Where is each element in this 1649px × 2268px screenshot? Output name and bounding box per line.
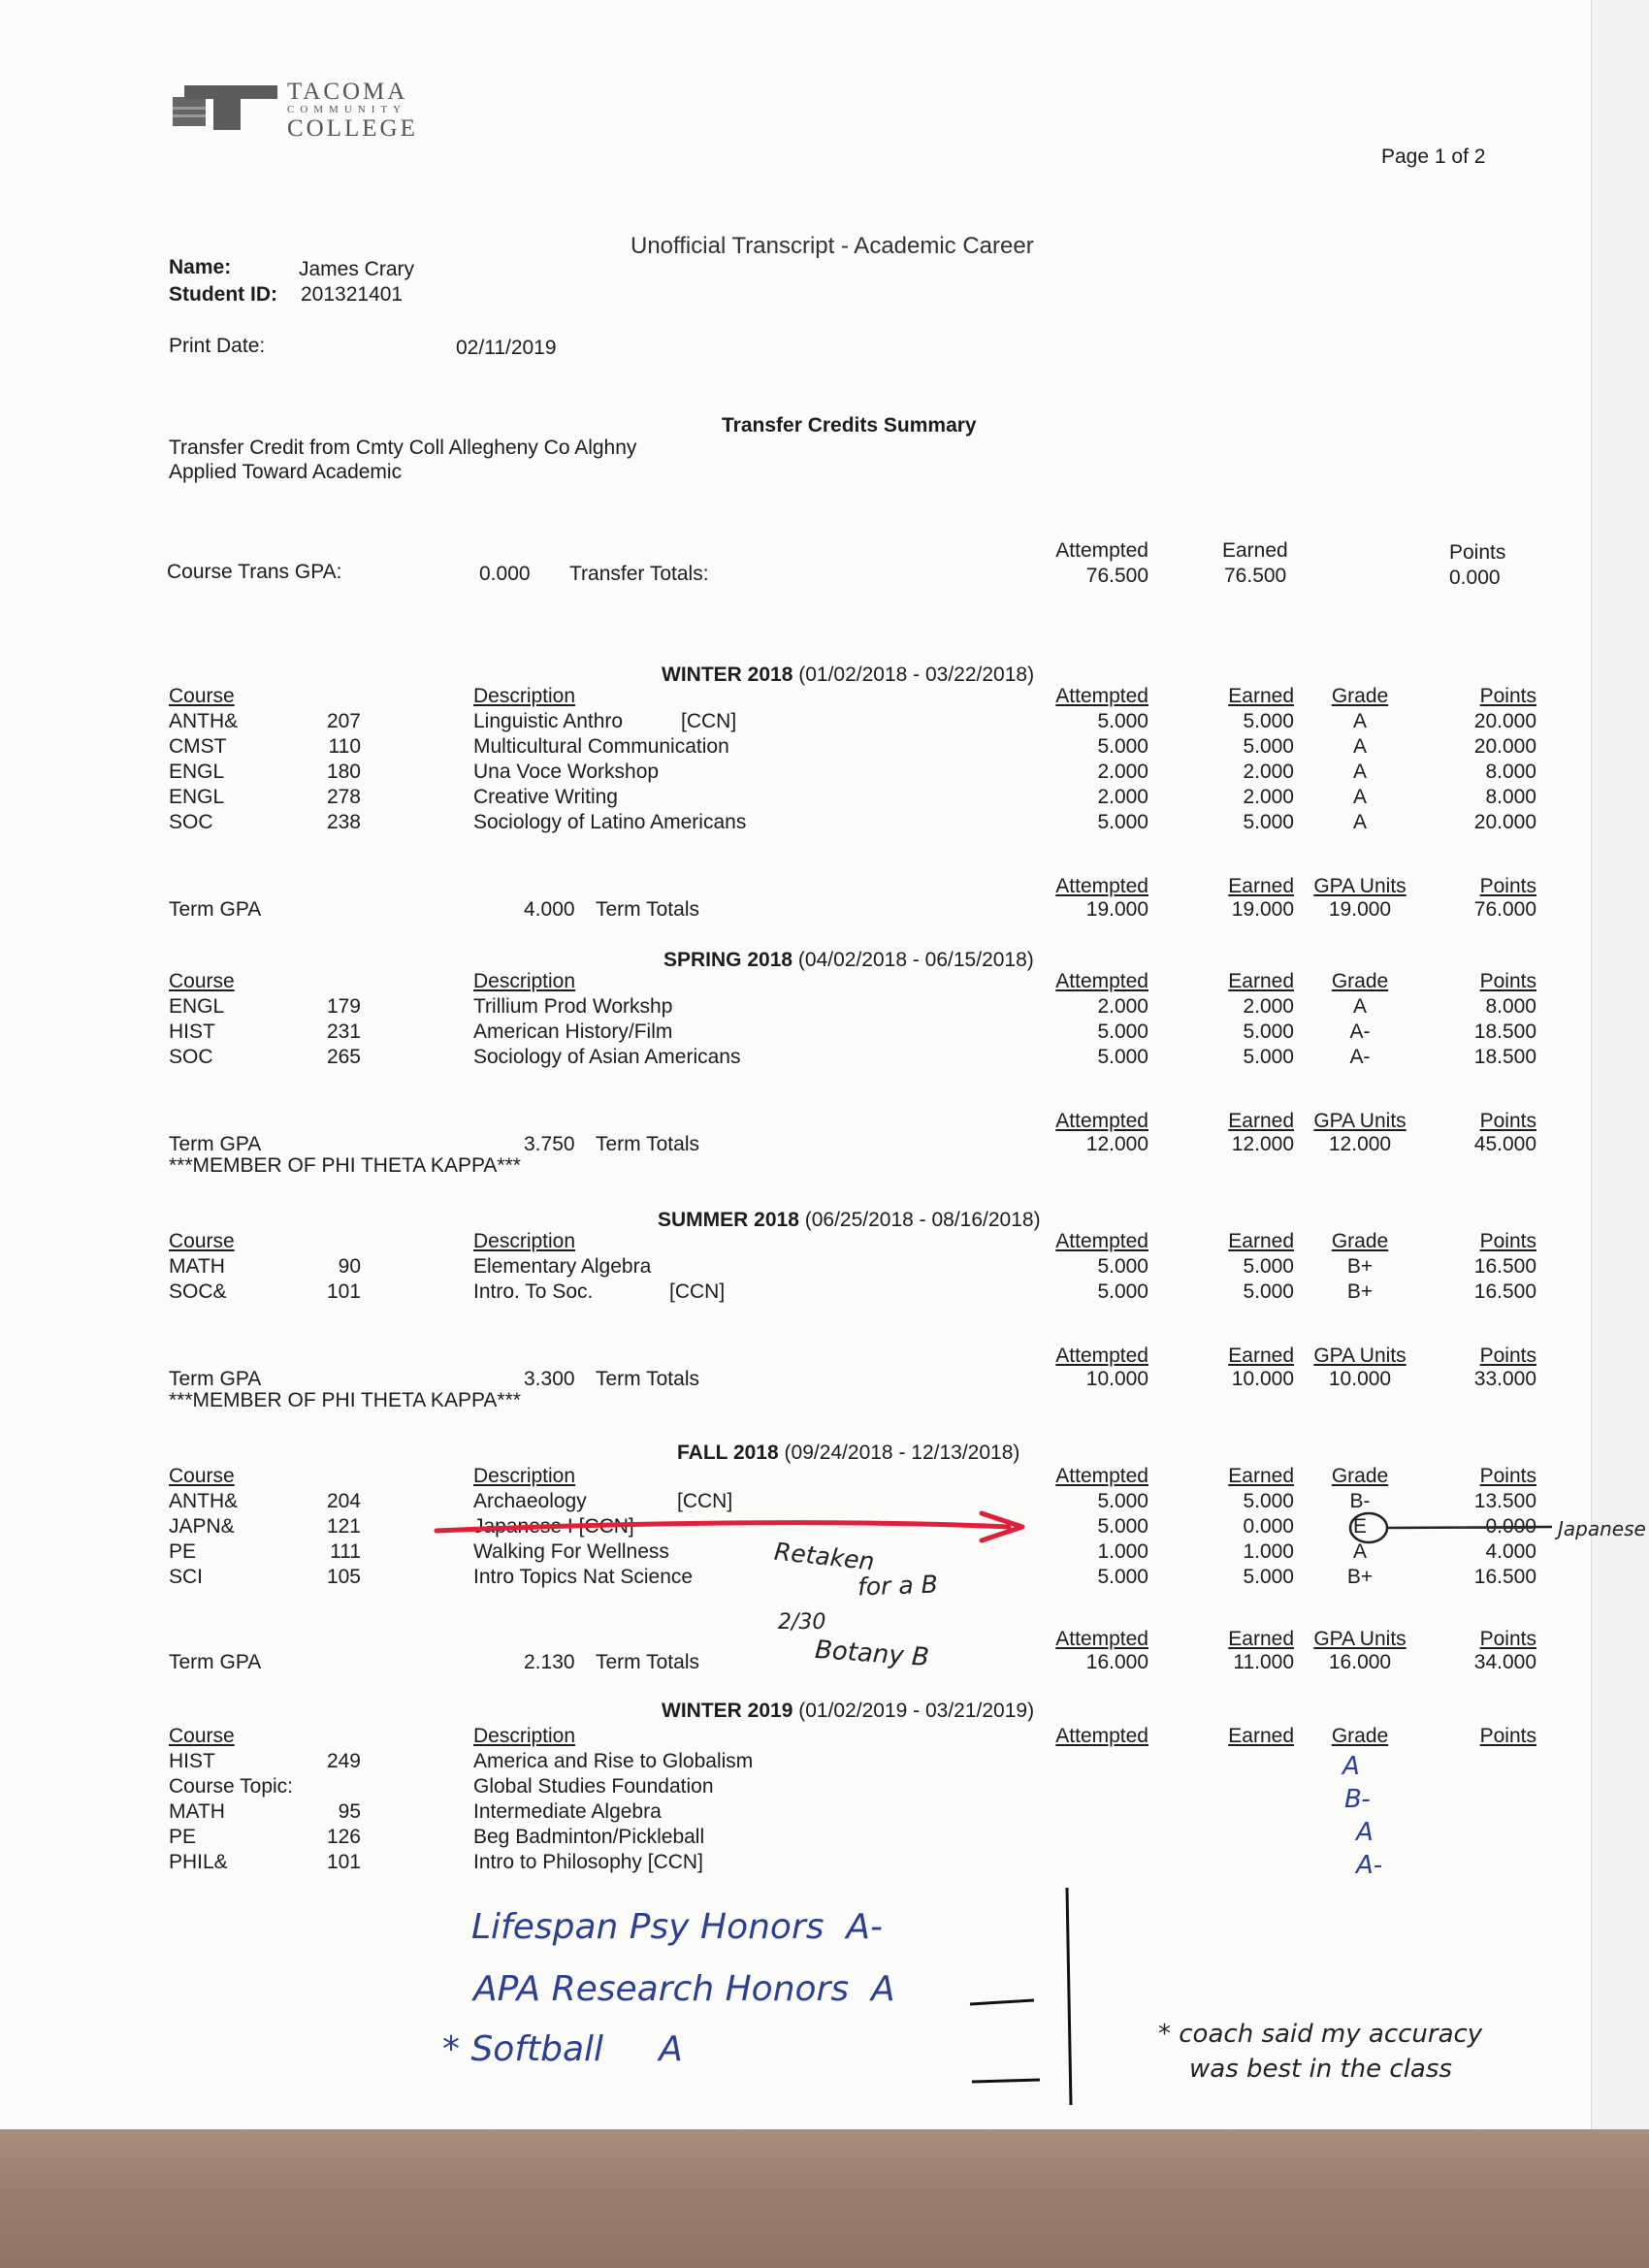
- term-heading-winter2018: WINTER 2018 (01/02/2018 - 03/22/2018): [662, 664, 1035, 686]
- table-row: ANTH& 204 Archaeology [CCN] 5.000 5.000 B- 13.500: [169, 1490, 1536, 1512]
- student-id-label: Student ID:: [169, 283, 277, 306]
- handwritten-retaken: Retaken: [772, 1537, 876, 1576]
- college-logo-icon: [171, 83, 279, 132]
- page-number: Page 1 of 2: [1381, 146, 1486, 168]
- document-title: Unofficial Transcript - Academic Career: [630, 233, 1034, 259]
- handwritten-grade: A: [1356, 1818, 1374, 1847]
- term-heading-winter2019: WINTER 2019 (01/02/2019 - 03/21/2019): [662, 1700, 1035, 1722]
- student-id: 201321401: [301, 283, 404, 306]
- column-headers-winter2018: Course Description Attempted Earned Grade Points: [169, 685, 1536, 707]
- college-logo-text: TACOMA COMMUNITY COLLEGE: [287, 79, 418, 142]
- term-totals-fall2018: Term GPA 2.130 Term Totals 16.000 11.000 16.000 34.000: [169, 1651, 1536, 1673]
- transfer-earned-label: Earned: [1222, 539, 1288, 562]
- column-headers-spring2018: Course Description Attempted Earned Grade Points: [169, 970, 1536, 992]
- honor-note: ***MEMBER OF PHI THETA KAPPA***: [169, 1154, 521, 1177]
- table-row: JAPN& 121 Japanese I [CCN] 5.000 0.000 E 0.000: [169, 1515, 1536, 1538]
- desk-surface: [0, 2129, 1649, 2268]
- handwritten-lines: [960, 1882, 1116, 2115]
- column-headers-winter2019: Course Description Attempted Earned Grade Points: [169, 1725, 1536, 1747]
- totals-headers-spring2018: Attempted Earned GPA Units Points: [1055, 1110, 1536, 1132]
- transfer-earned: 76.500: [1224, 565, 1287, 587]
- totals-headers-summer2018: Attempted Earned GPA Units Points: [1055, 1345, 1536, 1367]
- handwritten-for-b: for a B: [857, 1570, 939, 1602]
- column-headers-fall2018: Course Description Attempted Earned Grade Points: [169, 1465, 1536, 1487]
- handwritten-coach-note-1: * coach said my accuracy: [1158, 2020, 1483, 2049]
- table-row: PE 111 Walking For Wellness 1.000 1.000 A 4.000: [169, 1540, 1536, 1563]
- paper-edge: [1591, 0, 1649, 2129]
- handwritten-botany: Botany B: [814, 1635, 930, 1673]
- totals-headers-winter2018: Attempted Earned GPA Units Points: [1055, 875, 1536, 897]
- table-row: SOC 238 Sociology of Latino Americans 5.000 5.000 A 20.000: [169, 811, 1536, 833]
- transfer-points-label: Points: [1449, 541, 1506, 564]
- handwritten-course-3: * Softball A: [442, 2029, 683, 2069]
- table-row: ENGL 179 Trillium Prod Workshp 2.000 2.000 A 8.000: [169, 995, 1536, 1018]
- transfer-attempted: 76.500: [1085, 565, 1148, 587]
- totals-headers-fall2018: Attempted Earned GPA Units Points: [1055, 1628, 1536, 1650]
- table-row: MATH 90 Elementary Algebra 5.000 5.000 B+ 16.500: [169, 1255, 1536, 1278]
- handwritten-grade: A: [1342, 1752, 1360, 1781]
- handwritten-japanese: Japanese: [1558, 1517, 1646, 1540]
- table-row: CMST 110 Multicultural Communication 5.000 5.000 A 20.000: [169, 735, 1536, 758]
- table-row: SOC 265 Sociology of Asian Americans 5.000 5.000 A- 18.500: [169, 1046, 1536, 1068]
- transfer-totals-label: Transfer Totals:: [569, 563, 709, 585]
- handwritten-course-1: Lifespan Psy Honors A-: [471, 1907, 884, 1947]
- handwritten-course-2: APA Research Honors A: [473, 1969, 895, 2009]
- transfer-points: 0.000: [1449, 567, 1501, 589]
- handwritten-date: 2/30: [778, 1610, 826, 1635]
- term-totals-winter2018: Term GPA 4.000 Term Totals 19.000 19.000 19.000 76.000: [169, 898, 1536, 921]
- transfer-applied: Applied Toward Academic: [169, 461, 403, 483]
- table-row: PE 126 Beg Badminton/Pickleball: [169, 1826, 705, 1848]
- transfer-summary-title: Transfer Credits Summary: [722, 414, 977, 437]
- honor-note: ***MEMBER OF PHI THETA KAPPA***: [169, 1389, 521, 1411]
- table-row: SOC& 101 Intro. To Soc. [CCN] 5.000 5.000 B+ 16.500: [169, 1280, 1536, 1303]
- table-row: MATH 95 Intermediate Algebra: [169, 1800, 662, 1823]
- table-row: HIST 231 American History/Film 5.000 5.000 A- 18.500: [169, 1021, 1536, 1043]
- term-heading-spring2018: SPRING 2018 (04/02/2018 - 06/15/2018): [663, 949, 1034, 971]
- transfer-gpa: 0.000: [479, 563, 531, 585]
- print-date: 02/11/2019: [456, 337, 557, 359]
- handwritten-grade: A-: [1356, 1851, 1383, 1880]
- table-row: ENGL 180 Una Voce Workshop 2.000 2.000 A 8.000: [169, 761, 1536, 783]
- transfer-gpa-label: Course Trans GPA:: [167, 561, 342, 583]
- transfer-source: Transfer Credit from Cmty Coll Allegheny Co Alghny: [169, 437, 637, 459]
- table-row: ENGL 278 Creative Writing 2.000 2.000 A 8.000: [169, 786, 1536, 808]
- term-totals-spring2018: Term GPA 3.750 Term Totals 12.000 12.000 12.000 45.000: [169, 1133, 1536, 1155]
- red-arrow-annotation: [427, 1498, 1591, 1556]
- table-row: Course Topic: Global Studies Foundation: [169, 1775, 714, 1798]
- column-headers-summer2018: Course Description Attempted Earned Grade Points: [169, 1230, 1536, 1252]
- table-row: PHIL& 101 Intro to Philosophy [CCN]: [169, 1851, 703, 1873]
- name-label: Name:: [169, 256, 232, 278]
- table-row: HIST 249 America and Rise to Globalism: [169, 1750, 754, 1772]
- term-heading-summer2018: SUMMER 2018 (06/25/2018 - 08/16/2018): [658, 1209, 1041, 1231]
- handwritten-coach-note-2: was best in the class: [1189, 2055, 1452, 2084]
- table-row: ANTH& 207 Linguistic Anthro [CCN] 5.000 5.000 A 20.000: [169, 710, 1536, 732]
- handwritten-grade: B-: [1344, 1785, 1371, 1814]
- table-row: SCI 105 Intro Topics Nat Science 5.000 5.000 B+ 16.500: [169, 1566, 1536, 1588]
- student-name: James Crary: [299, 258, 415, 280]
- term-totals-summer2018: Term GPA 3.300 Term Totals 10.000 10.000 10.000 33.000: [169, 1368, 1536, 1390]
- transfer-attempted-label: Attempted: [1055, 539, 1148, 562]
- term-heading-fall2018: FALL 2018 (09/24/2018 - 12/13/2018): [677, 1442, 1020, 1464]
- print-date-label: Print Date:: [169, 335, 266, 357]
